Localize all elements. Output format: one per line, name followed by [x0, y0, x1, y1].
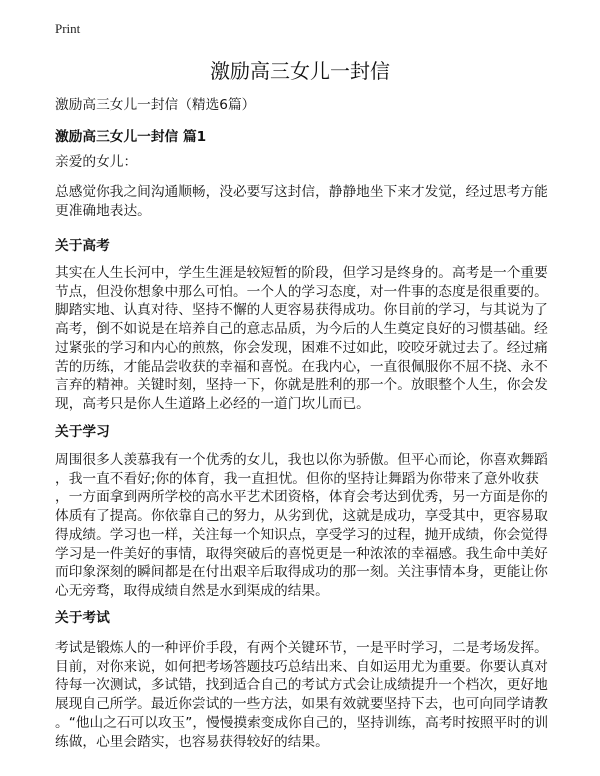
section-heading: 关于高考	[55, 238, 110, 254]
text-line: 其实在人生长河中，学生生涯是较短暂的阶段，但学习是终身的。高考是一个重要	[55, 265, 548, 281]
section-paragraph	[55, 639, 548, 751]
article-heading: 激励高三女儿一封信 篇1	[55, 129, 207, 145]
text-line: 周围很多人羡慕我有一个优秀的女儿，我也以你为骄傲。但平心而论，你喜欢舞蹈	[55, 452, 548, 468]
text-line: ，我一直不看好;你的体育，我一直担忧。但你的坚持让舞蹈为你带来了意外收获	[55, 470, 539, 487]
text-line: 体质有了提高。你依靠自己的努力，从劣到优，这就是成功，享受其中，更容易取	[55, 508, 548, 525]
greeting: 亲爱的女儿：	[55, 154, 138, 170]
text-line: 脚踏实地、认真对待、坚持不懈的人更容易获得成功。你目前的学习，与其说为了	[55, 302, 548, 319]
text-line: 而印象深刻的瞬间都是在付出艰辛后取得成功的那一刻。关注事情本身，更能让你	[55, 564, 548, 581]
text-line: 苦的历练，才能品尝收获的幸福和喜悦。在我内心，一直很佩服你不屈不挠、永不	[55, 358, 548, 375]
text-line: 考试是锻炼人的一种评价手段，有两个关键环节，一是平时学习，二是考场发挥。	[55, 640, 548, 656]
intro-paragraph	[55, 183, 548, 220]
text-line: 得成绩。学习也一样，关注每一个知识点，享受学习的过程，抛开成绩，你会觉得	[55, 526, 548, 543]
section-paragraph	[55, 451, 548, 601]
text-line: 学习是一件美好的事情，取得突破后的喜悦更是一种浓浓的幸福感。我生命中美好	[55, 545, 548, 562]
text-line: 总感觉你我之间沟通顺畅，没必要写这封信，静静地坐下来才发觉，经过思考方能	[55, 184, 548, 200]
text-line: 。“他山之石可以攻玉”，慢慢摸索变成你自己的，坚持训练，高考时按照平时的训	[55, 714, 549, 731]
text-line: 高考，倒不如说是在培养自己的意志品质，为今后的人生奠定良好的习惯基础。经	[55, 321, 548, 338]
text-line: 节点，但没你想象中那么可怕。一个人的学习态度，对一件事的态度是很重要的。	[55, 283, 548, 300]
text-line: 待每一次测试，多试错，找到适合自己的考试方式会让成绩提升一个档次，更好地	[55, 677, 548, 694]
text-line: 言弃的精神。关键时刻，坚持一下，你就是胜利的那一个。放眼整个人生，你会发	[55, 377, 548, 394]
text-line: 练做，心里会踏实，也容易获得较好的结果。	[55, 733, 329, 750]
text-line: 目前，对你来说，如何把考场答题技巧总结出来、自如运用尤为重要。你要认真对	[55, 658, 548, 675]
text-line: 现，高考只是你人生道路上必经的一道门坎儿而已。	[55, 395, 370, 412]
text-line: 更准确地表达。	[55, 202, 151, 219]
print-link[interactable]: Print	[55, 21, 81, 36]
text-line: 过紧张的学习和内心的煎熬，你会发现，困难不过如此，咬咬牙就过去了。经过痛	[55, 339, 548, 356]
text-line: 心无旁骛，取得成绩自然是水到渠成的结果。	[55, 582, 329, 599]
page-title: 激励高三女儿一封信	[210, 59, 390, 83]
subtitle: 激励高三女儿一封信（精选6篇）	[55, 97, 256, 113]
section-heading: 关于学习	[55, 424, 110, 440]
text-line: ，一方面拿到两所学校的高水平艺术团资格，体育会考达到优秀，另一方面是你的	[55, 489, 548, 506]
section-heading: 关于考试	[55, 610, 110, 626]
text-line: 展现自己所学。最近你尝试的一些方法，如果有效就要坚持下去，也可向同学请教	[55, 696, 548, 713]
section-paragraph	[55, 264, 548, 414]
